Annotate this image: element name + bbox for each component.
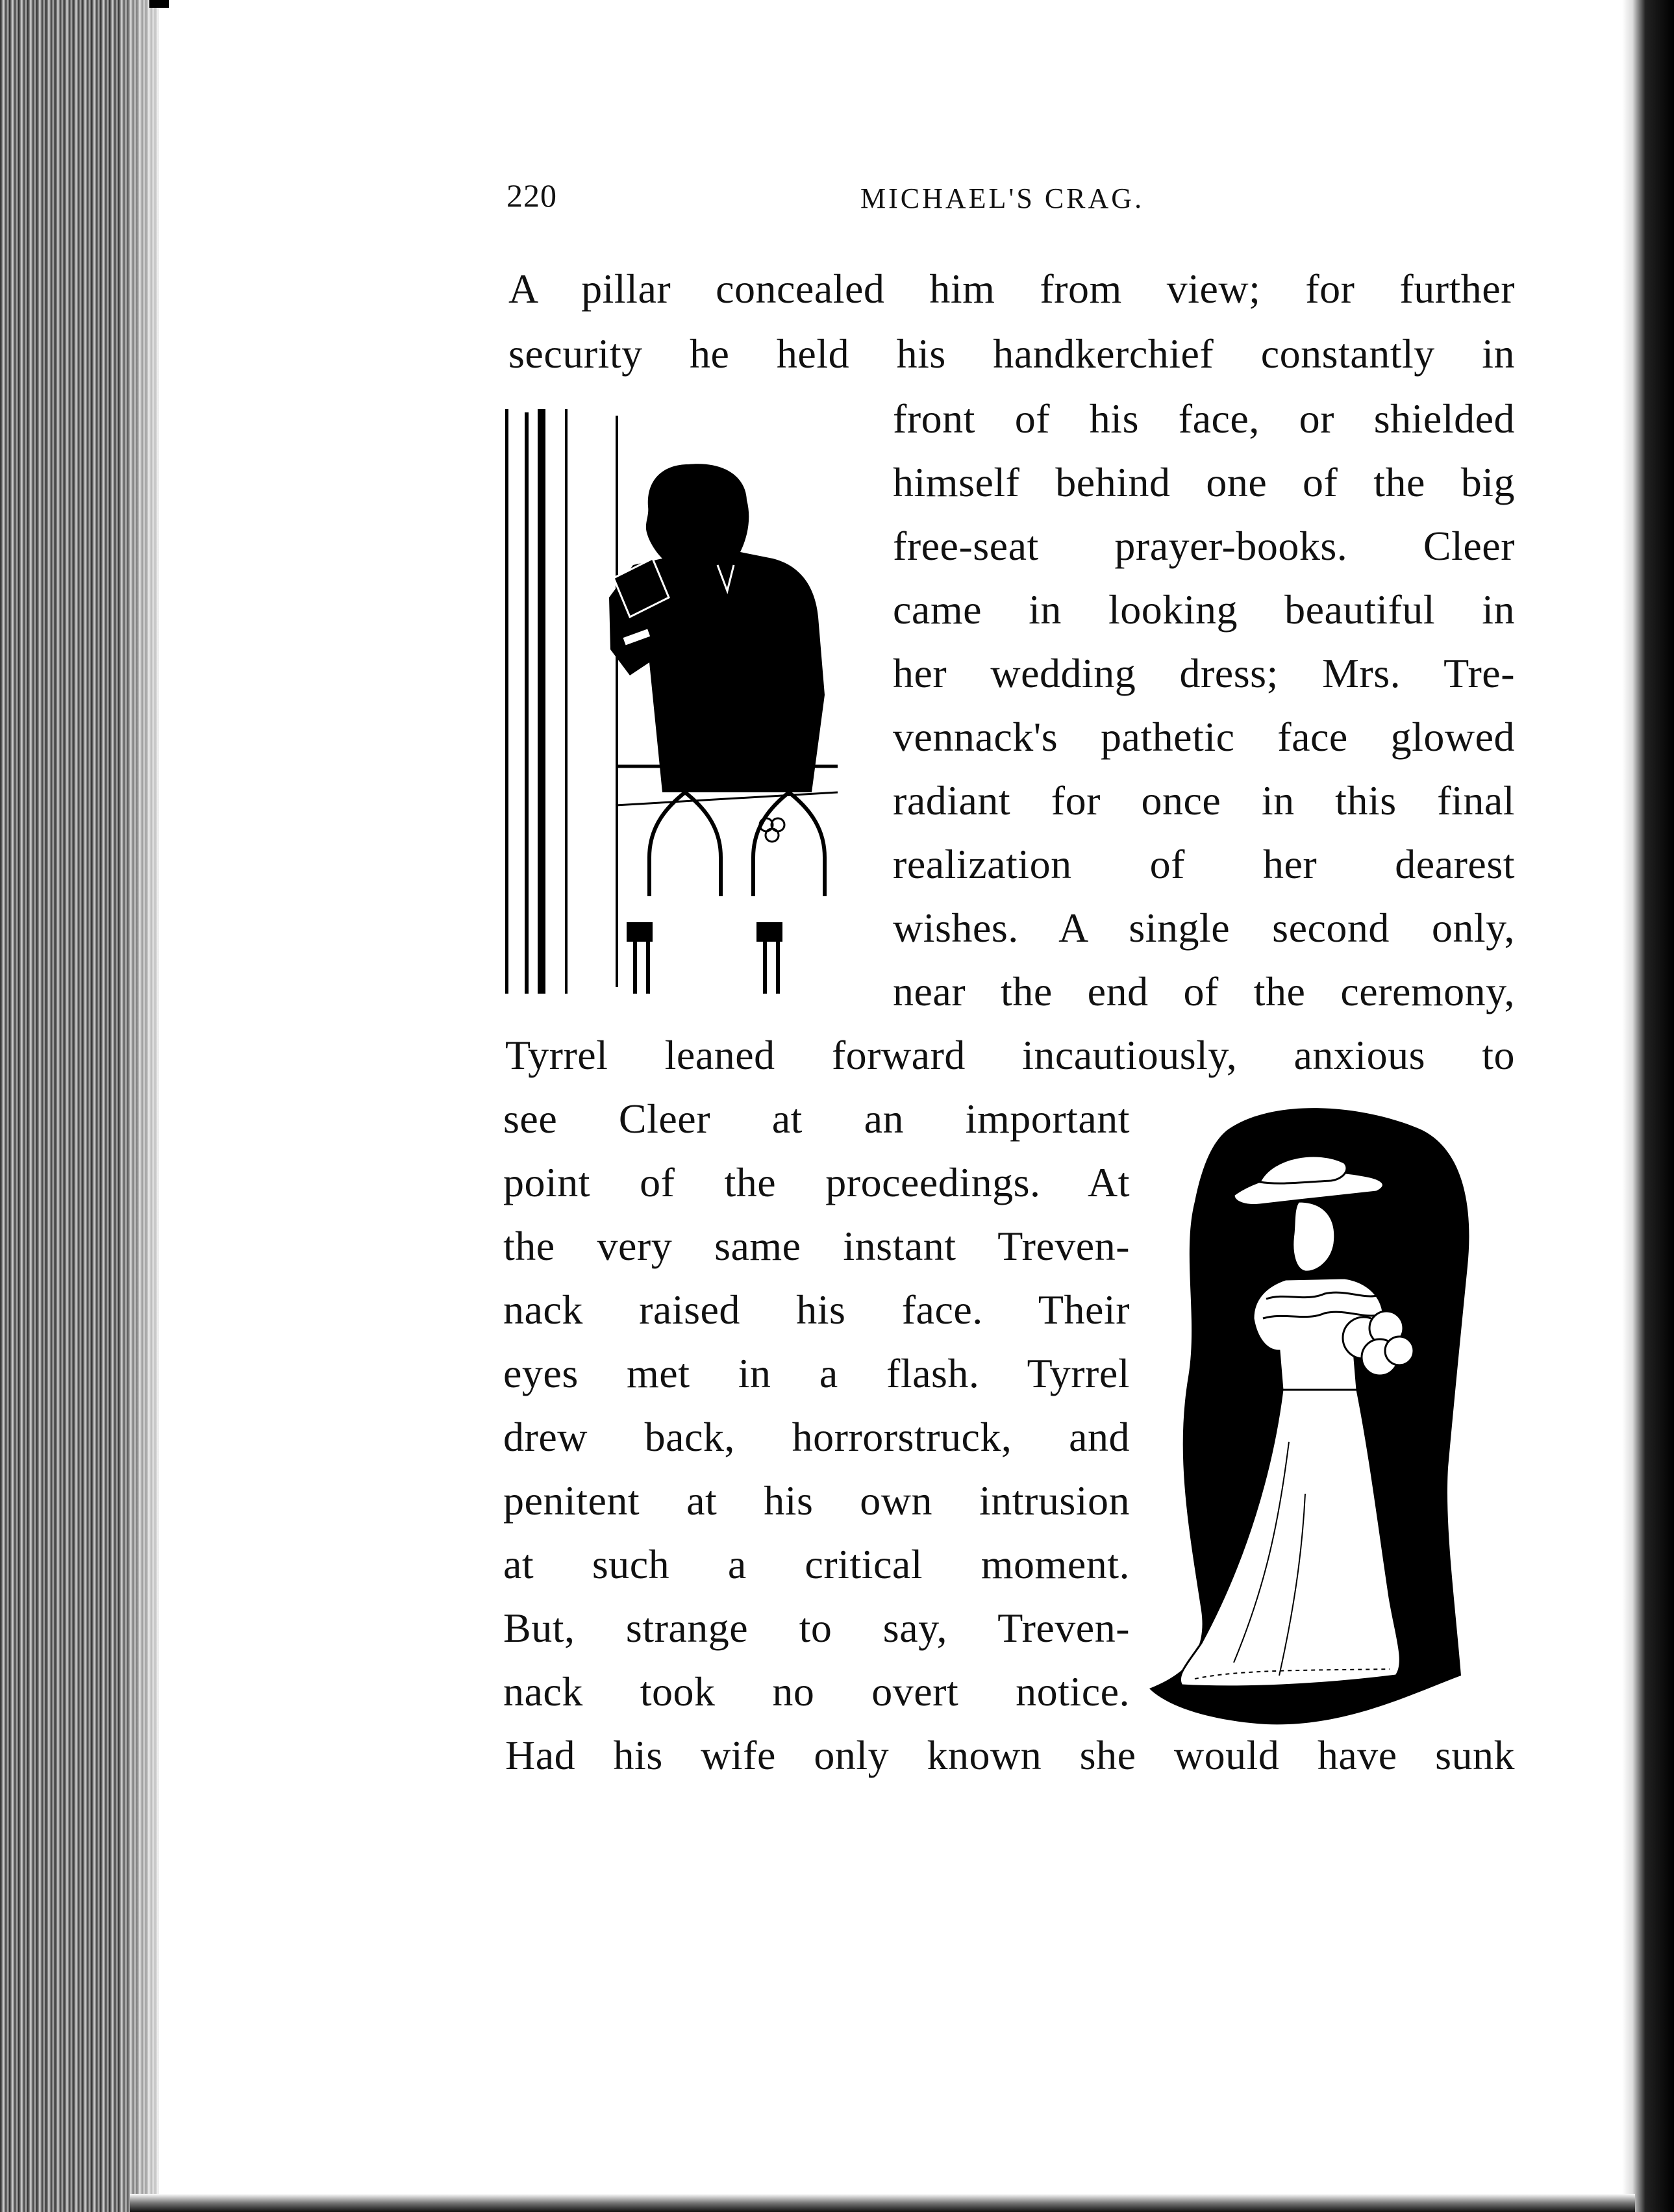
text-line: the very same instant Treven- bbox=[503, 1223, 1130, 1269]
text-line: front of his face, or shielded bbox=[893, 396, 1515, 442]
text-line: security he held his handkerchief constantly in bbox=[508, 331, 1515, 377]
page-number: 220 bbox=[506, 177, 557, 214]
right-page-shadow bbox=[1622, 0, 1674, 2212]
text-line: free-seat prayer-books. Cleer bbox=[893, 523, 1515, 569]
man-silhouette-illustration bbox=[500, 403, 851, 1000]
text-line: Tyrrel leaned forward incautiously, anxious to bbox=[505, 1032, 1515, 1078]
text-line: drew back, horrorstruck, and bbox=[503, 1414, 1130, 1460]
text-line: came in looking beautiful in bbox=[893, 586, 1515, 633]
text-line: wishes. A single second only, bbox=[893, 905, 1515, 951]
page-gutter-fade bbox=[117, 0, 175, 2212]
text-line: himself behind one of the big bbox=[893, 459, 1515, 505]
text-line: point of the proceedings. At bbox=[503, 1159, 1130, 1205]
text-line: radiant for once in this final bbox=[893, 777, 1515, 823]
text-line: eyes met in a flash. Tyrrel bbox=[503, 1350, 1130, 1396]
bride-illustration bbox=[1149, 1104, 1487, 1734]
text-line: penitent at his own intrusion bbox=[503, 1477, 1130, 1524]
text-line: vennack's pathetic face glowed bbox=[893, 714, 1515, 760]
text-line: near the end of the ceremony, bbox=[893, 968, 1515, 1014]
text-line: nack took no overt notice. bbox=[503, 1668, 1130, 1715]
bottom-page-edge bbox=[130, 2194, 1635, 2212]
running-head: MICHAEL'S CRAG. bbox=[860, 182, 1145, 214]
text-line: at such a critical moment. bbox=[503, 1541, 1130, 1587]
text-line: see Cleer at an important bbox=[503, 1096, 1130, 1142]
text-line: Had his wife only known she would have sunk bbox=[505, 1732, 1515, 1778]
text-line: But, strange to say, Treven- bbox=[503, 1605, 1130, 1651]
text-line: realization of her dearest bbox=[893, 841, 1515, 887]
text-line: A pillar concealed him from view; for further bbox=[508, 266, 1515, 312]
text-line: nack raised his face. Their bbox=[503, 1287, 1130, 1333]
page-header bbox=[506, 177, 1519, 229]
scan-mark bbox=[149, 0, 169, 8]
text-line: her wedding dress; Mrs. Tre- bbox=[893, 650, 1515, 696]
